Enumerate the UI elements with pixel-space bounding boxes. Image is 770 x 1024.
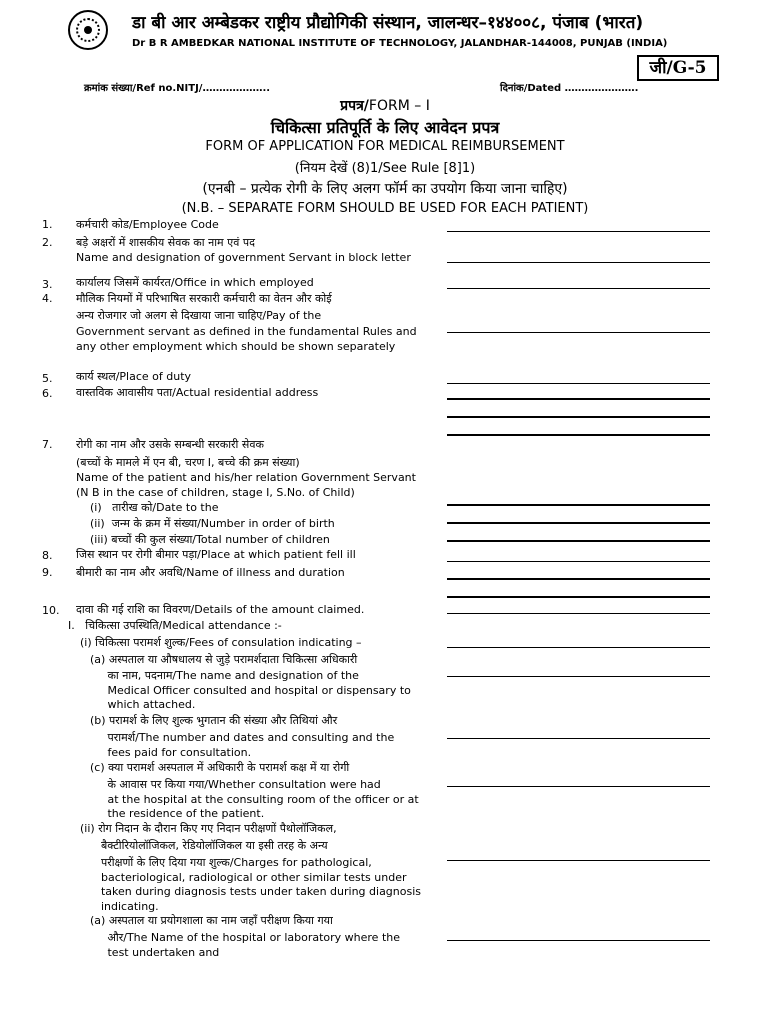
item-number-8: 8. <box>42 549 53 562</box>
answer-line[interactable] <box>447 416 710 418</box>
item-3-line-1: कार्यालय जिसमें कार्यरत/Office in which employed <box>76 276 314 289</box>
item-10-ii-line-1: (ii) रोग निदान के दौरान किए गए निदान परीक्षणों पैथोलॉजिकल, <box>80 822 337 835</box>
item-10-line-1: दावा की गई राशि का विवरण/Details of the amount claimed. <box>76 603 365 616</box>
item-10-b-line-1: (b) परामर्श के लिए शुल्क भुगतान की संख्या और तिथियां और <box>90 714 338 727</box>
item-10-a-line-3: Medical Officer consulted and hospital or dispensary to <box>90 684 411 697</box>
item-7-line-2: (बच्चों के मामले में एन बी, चरण I, बच्चे की क्रम संख्या) <box>76 456 300 469</box>
item-9-line-1: बीमारी का नाम और अवधि/Name of illness and duration <box>76 566 345 579</box>
item-4-line-1: मौलिक नियमों में परिभाषित सरकारी कर्मचारी का वेतन और कोई <box>76 292 332 305</box>
item-4-line-4: any other employment which should be shown separately <box>76 340 396 353</box>
item-number-7: 7. <box>42 438 53 451</box>
item-10-ii-line-2: बैक्टीरियोलॉजिकल, रेडियोलॉजिकल या इसी तरह के अन्य <box>80 839 328 852</box>
answer-line[interactable] <box>447 434 710 436</box>
item-10-ii-a-line-3: test undertaken and <box>90 946 220 959</box>
form-number-hindi: प्रपत्र/ <box>340 98 369 114</box>
answer-line[interactable] <box>447 860 710 861</box>
answer-line[interactable] <box>447 231 710 232</box>
item-number-2: 2. <box>42 236 53 249</box>
item-2-line-2: Name and designation of government Servant in block letter <box>76 251 411 264</box>
item-7-line-3: Name of the patient and his/her relation Government Servant <box>76 471 416 484</box>
answer-line[interactable] <box>447 596 710 598</box>
answer-line[interactable] <box>447 578 710 580</box>
answer-line[interactable] <box>447 613 710 614</box>
item-7-line-4: (N B in the case of children, stage I, S.No. of Child) <box>76 486 355 499</box>
form-code-box: जी/G-5 <box>637 55 719 81</box>
item-7-sub-i: (i) तारीख को/Date to the <box>90 501 219 514</box>
item-1-line-1: कर्मचारी कोड/Employee Code <box>76 218 219 231</box>
answer-line[interactable] <box>447 738 710 739</box>
item-10-medical-attendance: I. चिकित्सा उपस्थिति/Medical attendance :- <box>68 619 282 632</box>
item-number-6: 6. <box>42 387 53 400</box>
item-10-ii-line-6: indicating. <box>80 900 159 913</box>
item-8-line-1: जिस स्थान पर रोगी बीमार पड़ा/Place at which patient fell ill <box>76 548 356 561</box>
answer-line[interactable] <box>447 540 710 542</box>
item-number-9: 9. <box>42 566 53 579</box>
item-10-ii-a-line-2: और/The Name of the hospital or laboratory where the <box>90 931 400 944</box>
institute-logo <box>68 10 108 50</box>
ref-number-field: क्रमांक संख्या/Ref no.NITJ/……………….. <box>84 83 271 94</box>
item-10-ii-line-5: taken during diagnosis tests under taken during diagnosis <box>80 885 422 898</box>
answer-line[interactable] <box>447 383 710 384</box>
item-7-sub-iii: (iii) बच्चों की कुल संख्या/Total number of children <box>90 533 330 546</box>
answer-line[interactable] <box>447 647 710 648</box>
institute-name-english: Dr B R AMBEDKAR NATIONAL INSTITUTE OF TECHNOLOGY, JALANDHAR-144008, PUNJAB (INDIA) <box>132 38 668 49</box>
answer-line[interactable] <box>447 940 710 941</box>
item-10-b-line-3: fees paid for consultation. <box>90 746 252 759</box>
form-title-english: FORM OF APPLICATION FOR MEDICAL REIMBURSEMENT <box>205 139 565 154</box>
item-6-line-1: वास्तविक आवासीय पता/Actual residential address <box>76 386 319 399</box>
item-number-3: 3. <box>42 278 53 291</box>
item-number-1: 1. <box>42 218 53 231</box>
item-10-a-line-1: (a) अस्पताल या औषधालय से जुड़े परामर्शदाता चिकित्सा अधिकारी <box>90 653 358 666</box>
item-10-c-line-2: के आवास पर किया गया/Whether consultation were had <box>90 778 381 791</box>
item-10-ii-line-4: bacteriological, radiological or other similar tests under <box>80 871 407 884</box>
item-10-c-line-3: at the hospital at the consulting room of the officer or at <box>90 793 419 806</box>
item-10-a-line-4: which attached. <box>90 698 196 711</box>
nb-note-hindi: (एनबी – प्रत्येक रोगी के लिए अलग फॉर्म का उपयोग किया जाना चाहिए) <box>202 181 568 197</box>
item-5-line-1: कार्य स्थल/Place of duty <box>76 370 192 383</box>
form-title-hindi: चिकित्सा प्रतिपूर्ति के लिए आवेदन प्रपत्र <box>270 118 500 137</box>
form-number-english: FORM – I <box>368 98 430 114</box>
answer-line[interactable] <box>447 676 710 677</box>
answer-line[interactable] <box>447 522 710 524</box>
item-7-sub-ii: (ii) जन्म के क्रम में संख्या/Number in order of birth <box>90 517 335 530</box>
item-4-line-2: अन्य रोजगार जो अलग से दिखाया जाना चाहिए/Pay of the <box>76 309 322 322</box>
form-number-title <box>0 96 770 115</box>
item-10-c-line-1: (c) क्या परामर्श अस्पताल में अधिकारी के परामर्श कक्ष में या रोगी <box>90 761 350 774</box>
item-number-10: 10. <box>42 604 60 617</box>
institute-name-hindi: डा बी आर अम्बेडकर राष्ट्रीय प्रौद्योगिकी संस्थान, जालन्धर–१४४००८, पंजाब (भारत) <box>132 13 644 33</box>
rule-reference: (नियम देखें (8)1/See Rule [8]1) <box>294 161 476 176</box>
item-10-consultation-fees: (i) चिकित्सा परामर्श शुल्क/Fees of consulation indicating – <box>80 636 362 649</box>
item-10-ii-a-line-1: (a) अस्पताल या प्रयोगशाला का नाम जहाँ परीक्षण किया गया <box>90 914 333 927</box>
answer-line[interactable] <box>447 786 710 787</box>
answer-line[interactable] <box>447 561 710 562</box>
item-7-line-1: रोगी का नाम और उसके सम्बन्धी सरकारी सेवक <box>76 438 264 451</box>
answer-line[interactable] <box>447 332 710 333</box>
item-10-ii-line-3: परीक्षणों के लिए दिया गया शुल्क/Charges for pathological, <box>80 856 372 869</box>
item-number-5: 5. <box>42 372 53 385</box>
item-4-line-3: Government servant as defined in the fundamental Rules and <box>76 325 417 338</box>
item-10-c-line-4: the residence of the patient. <box>90 807 265 820</box>
answer-line[interactable] <box>447 504 710 506</box>
item-10-a-line-2: का नाम, पदनाम/The name and designation of the <box>90 669 359 682</box>
answer-line[interactable] <box>447 288 710 289</box>
answer-line[interactable] <box>447 398 710 400</box>
item-2-line-1: बड़े अक्षरों में शासकीय सेवक का नाम एवं पद <box>76 236 255 249</box>
nb-note-english: (N.B. – SEPARATE FORM SHOULD BE USED FOR EACH PATIENT) <box>181 201 589 216</box>
answer-line[interactable] <box>447 262 710 263</box>
item-10-b-line-2: परामर्श/The number and dates and consulting and the <box>90 731 395 744</box>
dated-field: दिनांक/Dated …………………. <box>500 83 639 94</box>
item-number-4: 4. <box>42 292 53 305</box>
